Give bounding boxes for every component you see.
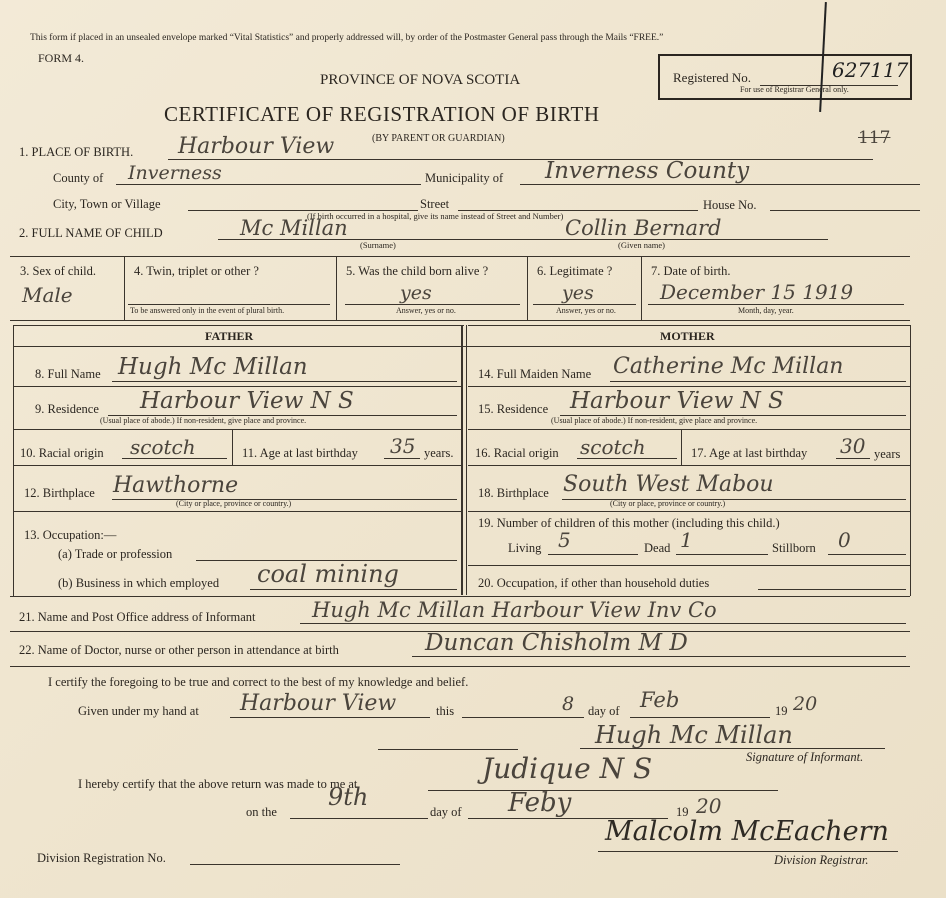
date-of-birth-note: Month, day, year. [738, 306, 794, 315]
father-birthplace-value: Hawthorne [113, 473, 239, 498]
surname-caption: (Surname) [360, 240, 396, 250]
postal-notice: This form if placed in an unsealed envelope marked “Vital Statistics” and properly addressed will, by order of the Postmaster General pass through the Mails “FREE.” [30, 33, 664, 43]
living-value: 5 [558, 528, 571, 552]
mother-racial-label: 16. Racial origin [475, 446, 559, 460]
mother-occupation-label: 20. Occupation, if other than household duties [478, 576, 710, 590]
date-of-birth-label: 7. Date of birth. [651, 264, 731, 278]
given-day-of-label: day of [588, 704, 620, 718]
place-of-birth-value: Harbour View [178, 134, 335, 159]
on-the-label: on the [246, 805, 277, 819]
legitimate-note: Answer, yes or no. [556, 306, 616, 315]
given-year-value: 20 [793, 693, 818, 715]
given-year-prefix: 19 [775, 704, 788, 718]
form-number: FORM 4. [38, 51, 85, 65]
father-name-value: Hugh Mc Millan [118, 354, 308, 380]
mother-residence-value: Harbour View N S [570, 388, 784, 414]
mother-birthplace-value: South West Mabou [563, 472, 774, 497]
given-under-label: Given under my hand at [78, 704, 199, 718]
registered-number-value: 627117 [832, 58, 909, 82]
certificate-title: CERTIFICATE OF REGISTRATION OF BIRTH [164, 102, 600, 126]
mother-name-label: 14. Full Maiden Name [478, 367, 592, 381]
child-surname-value: Mc Millan [240, 216, 348, 240]
house-label: House No. [703, 198, 757, 212]
this-label: this [436, 704, 455, 718]
stillborn-value: 0 [838, 528, 851, 552]
father-name-label: 8. Full Name [35, 367, 101, 381]
informant-signature: Hugh Mc Millan [595, 721, 793, 749]
certificate-subtitle: (BY PARENT OR GUARDIAN) [372, 133, 505, 144]
dead-value: 1 [680, 528, 693, 552]
county-label: County of [53, 171, 104, 185]
registrar-year-prefix: 19 [676, 805, 689, 819]
registrar-signature-label: Division Registrar. [774, 853, 869, 867]
mother-heading: MOTHER [660, 329, 715, 343]
date-of-birth-value: December 15 1919 [660, 280, 854, 304]
registrar-general-note: For use of Registrar General only. [740, 85, 849, 94]
province-heading: PROVINCE OF NOVA SCOTIA [320, 72, 521, 88]
place-of-birth-label: 1. PLACE OF BIRTH. [19, 145, 134, 159]
children-count-label: 19. Number of children of this mother (including this child.) [478, 516, 780, 530]
municipality-value: Inverness County [545, 158, 750, 184]
twin-note: To be answered only in the event of plural birth. [130, 306, 285, 315]
dead-label: Dead [644, 541, 671, 555]
municipality-label: Municipality of [425, 171, 504, 185]
father-age-label: 11. Age at last birthday [242, 446, 358, 460]
father-age-value: 35 [390, 434, 416, 458]
child-name-label: 2. FULL NAME OF CHILD [19, 226, 163, 240]
father-residence-note: (Usual place of abode.) If non-resident, give place and province. [100, 416, 307, 425]
twin-label: 4. Twin, triplet or other ? [134, 264, 259, 278]
registrar-day-of-label: day of [430, 805, 462, 819]
mother-age-label: 17. Age at last birthday [691, 446, 808, 460]
given-month-value: Feb [640, 688, 680, 712]
registrar-year-value: 20 [696, 794, 722, 818]
mother-birthplace-label: 18. Birthplace [478, 486, 549, 500]
business-label: (b) Business in which employed [58, 576, 220, 590]
father-racial-label: 10. Racial origin [20, 446, 104, 460]
informant-signature-label: Signature of Informant. [746, 750, 864, 764]
hospital-note: (If birth occurred in a hospital, give its name instead of Street and Number) [307, 211, 564, 221]
county-value: Inverness [128, 162, 222, 184]
given-day-value: 8 [562, 693, 575, 715]
living-label: Living [508, 541, 542, 555]
mother-residence-note: (Usual place of abode.) If non-resident, give place and province. [551, 416, 758, 425]
given-name-caption: (Given name) [618, 240, 665, 250]
doctor-label: 22. Name of Doctor, nurse or other person in attendance at birth [19, 643, 339, 657]
sex-label: 3. Sex of child. [20, 264, 97, 278]
born-alive-value: yes [400, 282, 432, 304]
informant-label: 21. Name and Post Office address of Informant [19, 610, 256, 624]
mother-racial-value: scotch [580, 435, 646, 459]
trade-label: (a) Trade or profession [58, 547, 173, 561]
sex-value: Male [22, 283, 73, 307]
born-alive-label: 5. Was the child born alive ? [346, 264, 489, 278]
child-given-name-value: Collin Bernard [565, 216, 722, 240]
mother-age-value: 30 [840, 434, 866, 458]
father-birthplace-note: (City or place, province or country.) [176, 499, 292, 508]
doctor-value: Duncan Chisholm M D [425, 630, 688, 656]
division-registration-label: Division Registration No. [37, 851, 166, 865]
legitimate-label: 6. Legitimate ? [537, 264, 613, 278]
mother-name-value: Catherine Mc Millan [613, 354, 844, 379]
corner-number: 117 [858, 128, 891, 148]
street-label: Street [420, 197, 450, 211]
father-heading: FATHER [205, 329, 254, 343]
occupation-label: 13. Occupation:— [24, 528, 117, 542]
mother-age-unit: years [874, 447, 901, 461]
mother-birthplace-note: (City or place, province or country.) [610, 499, 726, 508]
registrar-signature: Malcolm McEachern [605, 816, 889, 847]
father-residence-value: Harbour View N S [140, 388, 354, 414]
father-age-unit: years. [424, 446, 454, 460]
informant-value: Hugh Mc Millan Harbour View Inv Co [312, 598, 717, 622]
given-place-value: Harbour View [240, 691, 397, 716]
city-label: City, Town or Village [53, 197, 161, 211]
registered-label: Registered No. [673, 70, 751, 85]
father-residence-label: 9. Residence [35, 402, 99, 416]
legitimate-value: yes [562, 282, 594, 304]
born-alive-note: Answer, yes or no. [396, 306, 456, 315]
stillborn-label: Stillborn [772, 541, 816, 555]
certify-statement: I certify the foregoing to be true and correct to the best of my knowledge and belief. [48, 675, 469, 689]
father-racial-value: scotch [130, 435, 196, 459]
registrar-month-value: Feby [508, 788, 572, 818]
father-birthplace-label: 12. Birthplace [24, 486, 95, 500]
registrar-day-value: 9th [328, 783, 369, 811]
mother-residence-label: 15. Residence [478, 402, 549, 416]
registrar-statement: I hereby certify that the above return was made to me at [78, 777, 358, 791]
registrar-place-value: Judique N S [482, 752, 653, 785]
business-value: coal mining [257, 560, 399, 588]
